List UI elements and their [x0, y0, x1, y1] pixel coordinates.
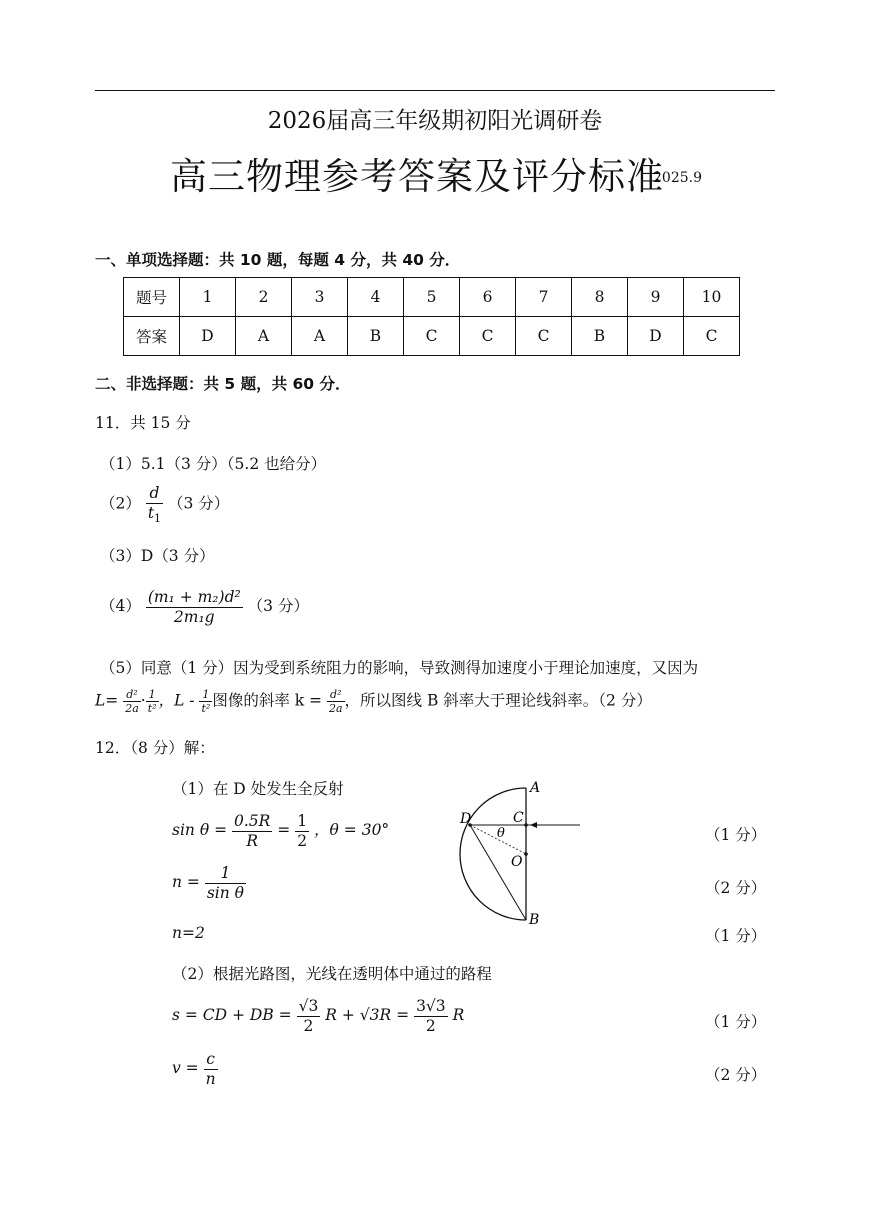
fraction-denominator: 2 — [303, 1016, 314, 1035]
fraction-numerator: d — [146, 484, 163, 504]
fraction-denominator: 2 — [297, 831, 308, 850]
fraction-denominator: t² — [201, 702, 211, 716]
fraction-1-t2 — [146, 688, 159, 715]
denominator-var: t — [147, 503, 155, 522]
eq-prefix: v = — [172, 1059, 199, 1078]
slope-text: 图像的斜率 k = — [212, 691, 323, 710]
theta-value: ，θ = 30° — [314, 821, 390, 840]
fraction-denominator: 2a — [328, 702, 343, 716]
q11-part2-suffix: （3 分） — [167, 494, 230, 513]
q11-part4-suffix: （3 分） — [247, 597, 309, 616]
fraction-1-sin — [205, 864, 246, 902]
question-number: 9 — [628, 278, 684, 317]
row-label-number: 题号 — [124, 278, 180, 317]
q11-part2-fraction — [146, 484, 163, 525]
table-row — [124, 278, 740, 317]
table-row — [124, 317, 740, 356]
q11-title: 11．共 15 分 — [95, 414, 191, 432]
fraction-c-n — [204, 1050, 218, 1088]
answer-cell: D — [628, 317, 684, 356]
question-number: 5 — [404, 278, 460, 317]
q12-eq3: n=2 — [172, 924, 205, 942]
eq-end: R — [452, 1006, 465, 1025]
arrow-head-icon — [530, 822, 537, 828]
fraction-denominator: R — [246, 831, 259, 850]
eq-prefix: sin θ = — [172, 821, 228, 840]
q11-part4-prefix: （4） — [100, 597, 141, 616]
question-number: 7 — [516, 278, 572, 317]
answer-cell: D — [180, 317, 236, 356]
score-label: （2 分） — [705, 879, 767, 897]
answer-cell: C — [404, 317, 460, 356]
fraction-sqrt3-2 — [297, 997, 321, 1035]
fraction-1-t2-b — [199, 688, 212, 715]
fraction-denominator: n — [205, 1069, 216, 1088]
header-rule — [95, 90, 775, 91]
q11-part4 — [100, 588, 309, 626]
fraction-numerator: 1 — [297, 812, 308, 830]
equals-sign: = — [277, 821, 291, 840]
answer-cell: C — [516, 317, 572, 356]
fraction-1-2 — [295, 812, 309, 850]
answer-cell: C — [460, 317, 516, 356]
fraction-numerator: 0.5R — [234, 812, 271, 830]
q12-eq4 — [172, 997, 464, 1035]
question-number: 3 — [292, 278, 348, 317]
q11-part4-fraction — [146, 588, 243, 626]
question-number: 6 — [460, 278, 516, 317]
fraction-denominator — [146, 504, 163, 525]
score-label: （1 分） — [705, 927, 767, 945]
answer-cell: B — [572, 317, 628, 356]
formula-L: L= — [95, 691, 119, 710]
label-theta: θ — [497, 826, 505, 841]
q11-part1: （1）5.1（3 分）（5.2 也给分） — [100, 455, 327, 473]
fraction-numerator: c — [204, 1050, 218, 1070]
multiply-dot: · — [140, 691, 146, 710]
q11-part5-line2 — [95, 688, 652, 715]
q11-part2-prefix: （2） — [100, 494, 141, 513]
q12-title: 12．（8 分）解： — [95, 739, 215, 757]
q12-part2: （2）根据光路图，光线在透明体中通过的路程 — [172, 965, 492, 983]
label-B: B — [529, 912, 540, 928]
exam-date: 2025.9 — [653, 170, 702, 186]
fraction-numerator: √3 — [298, 997, 319, 1015]
section2-heading: 二、非选择题：共 5 题，共 60 分． — [95, 375, 351, 393]
fraction-denominator: sin θ — [206, 883, 244, 902]
fraction-numerator: 1 — [199, 688, 212, 702]
page-title: 高三物理参考答案及评分标准 — [170, 155, 664, 198]
label-O: O — [511, 854, 523, 870]
answer-cell: C — [684, 317, 740, 356]
fraction-d2-2a — [123, 688, 141, 715]
question-number: 2 — [236, 278, 292, 317]
point-C — [524, 823, 528, 827]
fraction-3sqrt3-2 — [414, 997, 448, 1035]
fraction-denominator: 2a — [125, 702, 139, 716]
section1-heading: 一、单项选择题：共 10 题，每题 4 分，共 40 分． — [95, 251, 461, 269]
answer-cell: A — [292, 317, 348, 356]
question-number: 10 — [684, 278, 740, 317]
fraction-d2-2a-b — [327, 688, 345, 715]
score-label: （1 分） — [705, 826, 767, 844]
q12-part1: （1）在 D 处发生全反射 — [172, 780, 344, 798]
eq-middle: R + √3R = — [325, 1006, 410, 1025]
point-O — [524, 852, 528, 856]
eq-prefix: s = CD + DB = — [172, 1006, 292, 1025]
fraction-denominator: 2m₁g — [173, 607, 215, 626]
label-C: C — [513, 810, 524, 826]
fraction-numerator: (m₁ + m₂)d² — [147, 588, 241, 606]
exam-subtitle: 2026届高三年级期初阳光调研卷 — [267, 108, 603, 134]
q12-eq1 — [172, 812, 389, 850]
label-A: A — [530, 780, 541, 796]
fraction-denominator: t² — [147, 702, 157, 716]
row-label-answer: 答案 — [124, 317, 180, 356]
eq-prefix: n = — [172, 873, 200, 892]
fraction-numerator: 1 — [146, 688, 159, 702]
conclusion-text: ，所以图线 B 斜率大于理论线斜率。（2 分） — [344, 691, 652, 710]
fraction-denominator: 2 — [425, 1016, 436, 1035]
question-number: 8 — [572, 278, 628, 317]
fraction-numerator: d² — [123, 688, 141, 702]
fraction-numerator: 3√3 — [416, 997, 446, 1015]
formula-mid: ，L - — [158, 691, 195, 710]
question-number: 1 — [180, 278, 236, 317]
score-label: （1 分） — [705, 1013, 767, 1031]
fraction-0.5R-R — [232, 812, 272, 850]
label-D: D — [460, 811, 472, 827]
q11-part2 — [100, 484, 229, 525]
q11-part5-line1: （5）同意（1 分）因为受到系统阻力的影响，导致测得加速度小于理论加速度，又因为 — [100, 659, 699, 677]
denominator-subscript: 1 — [154, 511, 162, 525]
fraction-numerator: 1 — [205, 864, 246, 884]
q12-eq2 — [172, 864, 246, 902]
answer-table — [123, 277, 740, 356]
score-label: （2 分） — [705, 1066, 767, 1084]
answer-cell: B — [348, 317, 404, 356]
q12-eq5 — [172, 1050, 218, 1088]
answer-cell: A — [236, 317, 292, 356]
q11-part3: （3）D（3 分） — [100, 547, 215, 565]
question-number: 4 — [348, 278, 404, 317]
optics-diagram — [440, 770, 600, 930]
fraction-numerator: d² — [327, 688, 345, 702]
